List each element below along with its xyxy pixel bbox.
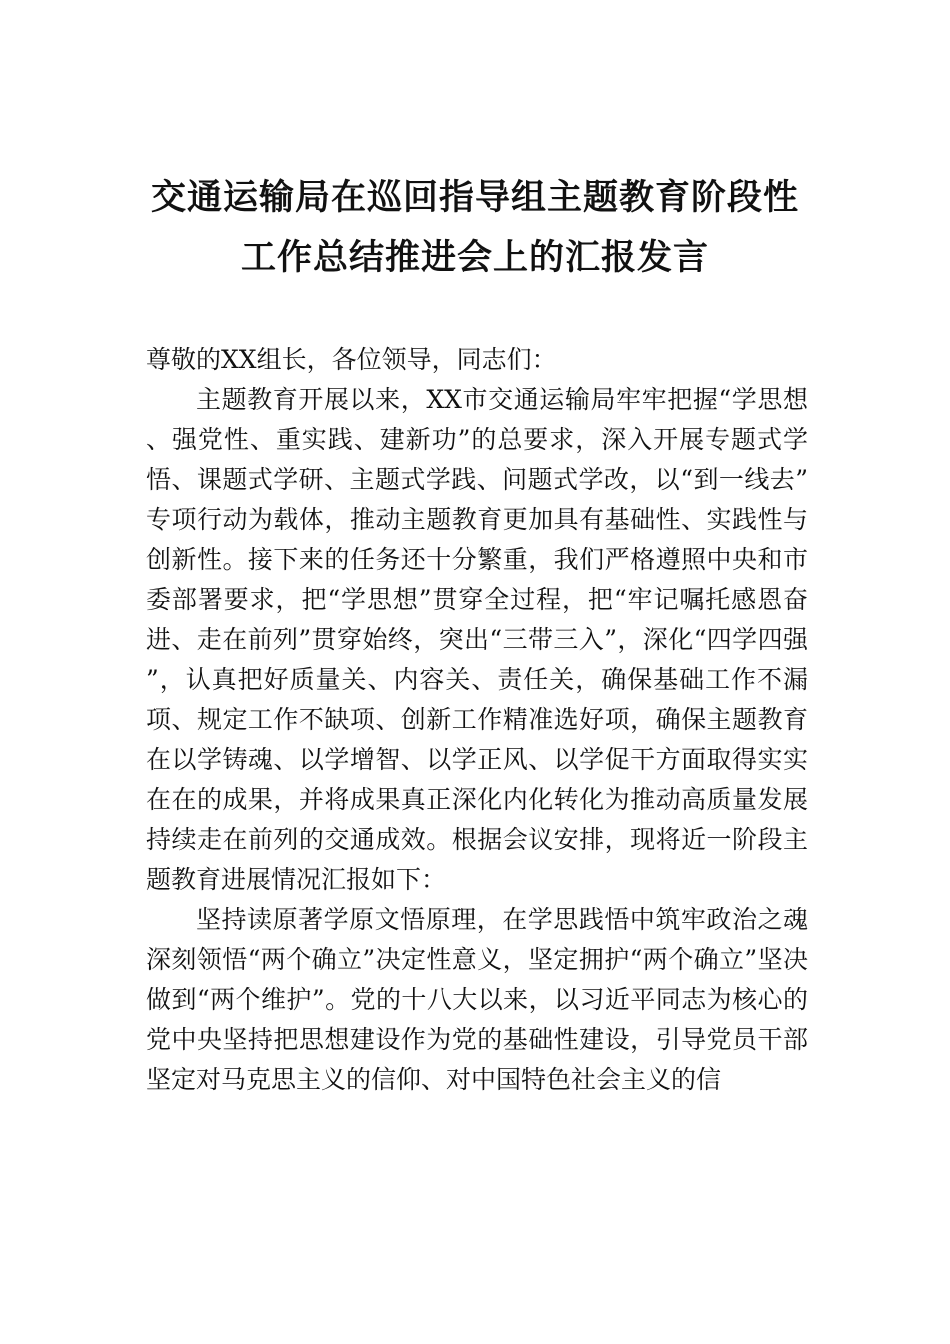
- paragraph-intro: 主题教育开展以来，XX市交通运输局牢牢把握“学思想、强党性、重实践、建新功”的总要求，深入开展专题式学悟、课题式学研、主题式学践、问题式学改，以“到一线去”专项行动为载体，推动主题教育更加具有基础性、实践性与创新性。接下来的任务还十分繁重，我们严格遵照中央和市委部署要求，把“学思想”贯穿全过程，把“牢记嘱托感恩奋进、走在前列”贯穿始终，突出“三带三入”，深化“四学四强”，认真把好质量关、内容关、责任关，确保基础工作不漏项、规定工作不缺项、创新工作精准选好项，确保主题教育在以学铸魂、以学增智、以学正风、以学促干方面取得实实在在的成果，并将成果真正深化内化转化为推动高质量发展持续走在前列的交通成效。根据会议安排，现将近一阶段主题教育进展情况汇报如下：: [146, 385, 808, 894]
- salutation: 尊敬的XX组长，各位领导，同志们：: [146, 345, 557, 374]
- document-title: [100, 168, 850, 288]
- title-line-2: 工作总结推进会上的汇报发言: [240, 237, 709, 278]
- document-body: [146, 340, 808, 1100]
- paragraph-section-1: 坚持读原著学原文悟原理，在学思践悟中筑牢政治之魂深刻领悟“两个确立”决定性意义，坚定拥护“两个确立”坚决做到“两个维护”。党的十八大以来，以习近平同志为核心的党中央坚持把思想建设作为党的基础性建设，引导党员干部坚定对马克思主义的信仰、对中国特色社会主义的信: [146, 905, 808, 1094]
- title-line-1: 交通运输局在巡回指导组主题教育阶段性: [150, 177, 799, 218]
